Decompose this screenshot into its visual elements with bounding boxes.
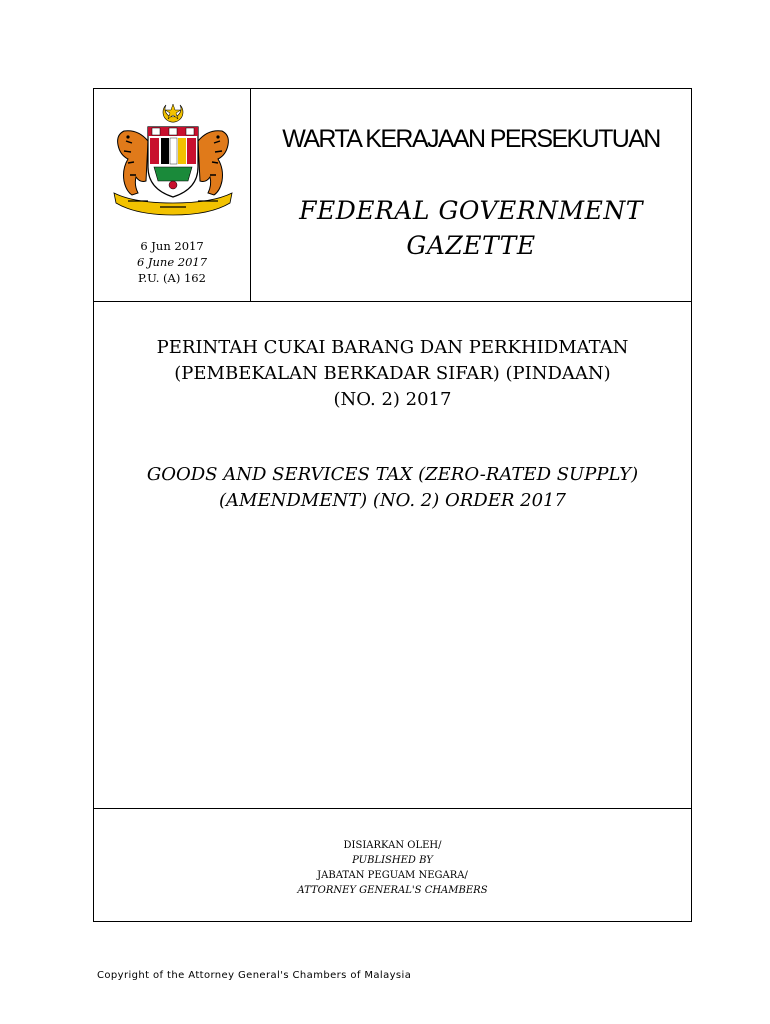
publisher-name-english: ATTORNEY GENERAL'S CHAMBERS <box>297 885 488 896</box>
crest-cell <box>94 89 251 301</box>
date-malay: 6 Jun 2017 <box>140 239 204 253</box>
order-title-malay-line2: (PEMBEKALAN BERKADAR SIFAR) (PINDAAN) <box>174 363 611 384</box>
gazette-title-english <box>251 193 691 263</box>
order-title-malay <box>94 335 691 413</box>
order-title-english-line2: (AMENDMENT) (NO. 2) ORDER 2017 <box>219 490 566 511</box>
order-title-english-line1: GOODS AND SERVICES TAX (ZERO-RATED SUPPLY) <box>146 464 639 485</box>
malaysia-coat-of-arms-icon <box>104 101 242 219</box>
publisher-info <box>94 838 691 898</box>
order-title-malay-line3: (NO. 2) 2017 <box>333 389 452 410</box>
order-title-english <box>94 462 691 514</box>
date-english: 6 June 2017 <box>136 255 208 269</box>
published-by-malay: DISIARKAN OLEH/ <box>343 840 442 851</box>
gazette-reference: P.U. (A) 162 <box>138 271 206 285</box>
copyright-notice: Copyright of the Attorney General's Chambers of Malaysia <box>97 970 412 981</box>
publisher-name-malay: JABATAN PEGUAM NEGARA/ <box>317 870 468 881</box>
publisher-box <box>94 808 691 922</box>
order-title-malay-line1: PERINTAH CUKAI BARANG DAN PERKHIDMATAN <box>156 337 629 358</box>
gazette-title-english-line1: FEDERAL GOVERNMENT <box>299 196 643 225</box>
gazette-frame <box>93 88 692 922</box>
published-by-english: PUBLISHED BY <box>352 855 433 866</box>
gazette-title-english-line2: GAZETTE <box>406 231 536 260</box>
gazette-header <box>94 89 691 302</box>
title-cell <box>251 89 691 301</box>
gazette-dates <box>94 238 250 286</box>
gazette-title-malay: WARTA KERAJAAN PERSEKUTUAN <box>282 125 660 153</box>
